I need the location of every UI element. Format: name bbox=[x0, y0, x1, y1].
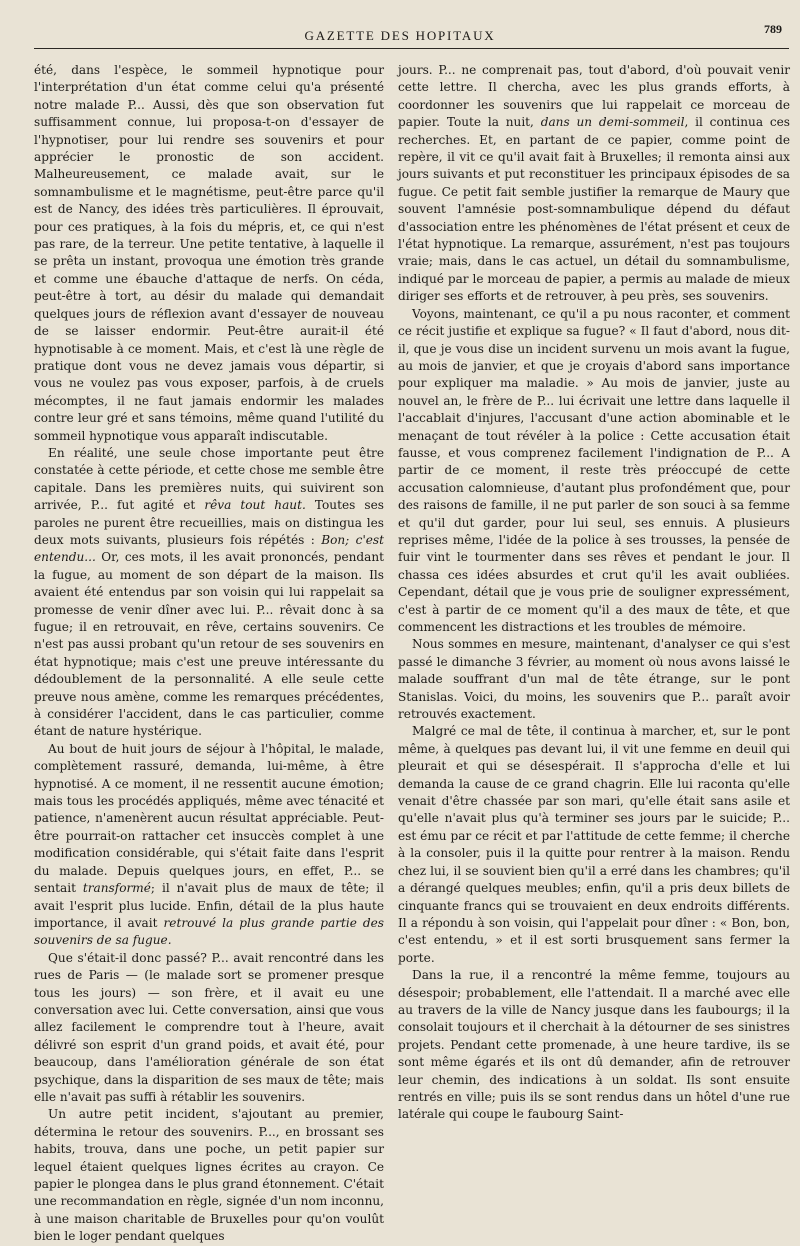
paragraph bbox=[34, 62, 384, 445]
text-run: Nous sommes en mesure, maintenant, d'analyser ce qui s'est passé le dimanche 3 février, au moment où nous avons laissé le malade souffrant d'un mal de tête étrange, sur le pont Stanislas. Voici, du moins, les souvenirs que P... paraît avoir retrouvés exactement. bbox=[398, 637, 790, 722]
italic-text: rêva tout haut. bbox=[204, 498, 306, 513]
running-title: GAZETTE DES HOPITAUX bbox=[304, 28, 496, 43]
italic-text: dans un demi-sommeil bbox=[540, 115, 685, 130]
paragraph bbox=[398, 306, 790, 637]
text-run: Voyons, maintenant, ce qu'il a pu nous raconter, et comment ce récit justifie et explique sa fugue? « Il faut d'abord, nous dit-il, que je vous dise un incident survenu un mois avant la fugue, au mois de janvier, et que je croyais d'abord sans importance pour expliquer ma maladie. » Au mois de janvier, juste au nouvel an, le frère de P... lui écrivait une lettre dans laquelle il l'accablait d'injures, l'accusant d'une action abominable et le menaçant de tout révéler à la police : Cette accusation était fausse, et vous comprenez facilement l'indignation de P... A partir de ce moment, il reste très préoccupé de cette accusation calomnieuse, d'autant plus profondément que, pour des raisons de famille, il ne put parler de son souci à sa femme et qu'il dut garder, pour lui seul, ses ennuis. A plusieurs reprises même, l'idée de la police à ses trousses, la pensée de fuir vint le tourmenter dans ses rêves et pendant le jour. Il chassa ces idées absurdes et crut qu'il les avait oubliées. Cependant, détail que je vous prie de souligner expressément, c'est à partir de ce moment qu'il a des maux de tête, et que commencent les distractions et les troubles de mémoire. bbox=[398, 306, 790, 634]
text-run: Au bout de huit jours de séjour à l'hôpital, le malade, complètement rassuré, demanda, lui-même, à être hypnotisé. A ce moment, il ne ressentit aucune émotion; mais tous les procédés appliqués, même avec ténacité et patience, n'amenèrent aucun résultat appréciable. Peut-être pourrait-on rattacher cet insuccès complet à une modification considérable, qui s'était faite dans l'esprit du malade. Depuis quelques jours, en effet, P... se sentait bbox=[34, 741, 384, 896]
text-run: Malgré ce mal de tête, il continua à marcher, et, sur le pont même, à quelques pas devant lui, il vit une femme en deuil qui pleurait et qui se désespérait. Il s'approcha d'elle et lui demanda la cause de ce grand chagrin. Elle lui raconta qu'elle venait d'être chassée par son mari, qu'elle était sans asile et qu'elle n'avait plus qu'à terminer ses jours par le suicide; P... est ému par ce récit et par l'attitude de cette femme; il cherche à la consoler, puis il la quitte pour rentrer à la maison. Rendu chez lui, il se souvient bien qu'il a erré dans les chambres; qu'il a dérangé quelques meubles; enfin, qu'il a pris deux billets de cinquante francs qui se trouvaient en deux endroits différents. Il a répondu à son voisin, qui l'appelait pour dîner : « Bon, bon, c'est entendu, » et il est sorti brusquement sans fermer la porte. bbox=[398, 724, 790, 965]
text-run: En réalité, une seule chose importante peut être constatée à cette période, et cette chose me semble être capitale. Dans les premières nuits, qui suivirent son arrivée, P... fut agité et bbox=[34, 445, 384, 513]
text-run: Or, ces mots, il les avait prononcés, pendant la fugue, au moment de son départ de la maison. Ils avaient été entendus par son voisin qui lui rappelait sa promesse de venir dîner avec lui. P... rêvait donc à sa fugue; il en retrouvait, en rêve, certains souvenirs. Ce n'est pas aussi probant qu'un retour de ses souvenirs en état hypnotique; mais c'est une preuve intéressante du dédoublement de la personnalité. A elle seule cette preuve nous amène, comme les remarques précédentes, à considérer l'accident, dans le cas particulier, comme étant de nature hystérique. bbox=[34, 550, 384, 739]
paragraph bbox=[34, 445, 384, 741]
text-run: été, dans l'espèce, le sommeil hypnotique pour l'interprétation d'un état comme celui qu'a présenté notre malade P... Aussi, dès que son observation fut suffisamment connue, lui proposa-t-on d'essayer de l'hypnotiser, pour lui rendre ses souvenirs et pour apprécier le pronostic de son accident. Malheureusement, ce malade avait, sur le somnambulisme et le magnétisme, peut-être parce qu'il est de Nancy, des idées très particulières. Il éprouvait, pour ces pratiques, à la fois du mépris, et, ce qui n'est pas rare, de la terreur. Une petite tentative, à laquelle il se prêta un instant, provoqua une émotion très grande et comme une ébauche d'attaque de nerfs. On céda, peut-être à tort, au désir du malade qui demandait quelques jours de réflexion avant d'essayer de nouveau de se laisser endormir. Peut-être aurait-il été hypnotisable à ce moment. Mais, et c'est là une règle de pratique dont vous ne devez jamais vous départir, si vous ne voulez pas vous exposer, parfois, à de cruels mécomptes, il ne faut jamais endormir les malades contre leur gré et sans témoins, même quand l'utilité du sommeil hypnotique vous apparaît indiscutable. bbox=[34, 63, 384, 443]
paragraph bbox=[398, 723, 790, 967]
text-run: jours. P... ne comprenait pas, tout d'abord, d'où pouvait venir cette lettre. Il chercha, avec les plus grands efforts, à coordonner les souvenirs que lui rappelait ce morceau de papier. Toute la nuit, bbox=[398, 63, 790, 130]
italic-text: transformé bbox=[82, 881, 151, 896]
text-run: ; il n'avait plus de maux de tête; il avait l'esprit plus lucide. Enfin, détail de la plus haute importance, il avait bbox=[34, 881, 384, 930]
text-run: Toutes ses paroles ne purent être recueillies, mais on distingua les deux mots suivants, plusieurs fois répétés : bbox=[34, 498, 384, 547]
text-run: Dans la rue, il a rencontré la même femme, toujours au désespoir; probablement, elle l'attendait. Il a marché avec elle au travers de la ville de Nancy jusque dans les faubourgs; il la consolait toujours et il cherchait à la détourner de ses sinistres projets. Pendant cette promenade, à une heure tardive, ils se sont même égarés et ils ont dû demander, afin de retrouver leur chemin, des indications à un soldat. Ils sont ensuite rentrés en ville; puis ils se sont rendus dans un hôtel d'une rue latérale qui coupe le faubourg Saint- bbox=[398, 968, 790, 1122]
text-run: Un autre petit incident, s'ajoutant au premier, détermina le retour des souvenirs. P..., en brossant ses habits, trouva, dans une poche, un petit papier sur lequel étaient quelques lignes écrites au crayon. Ce papier le plongea dans le plus grand étonnement. C'était une recommandation en règle, signée d'un nom inconnu, à une maison charitable de Bruxelles pour qu'on voulût bien le loger pendant quelques bbox=[34, 1107, 384, 1244]
paragraph bbox=[34, 1106, 384, 1245]
left-column bbox=[34, 62, 385, 1244]
paragraph bbox=[398, 967, 790, 1124]
paragraph bbox=[34, 741, 384, 950]
page-number: 789 bbox=[764, 22, 782, 36]
page-header bbox=[0, 22, 800, 46]
paragraph bbox=[398, 636, 790, 723]
italic-text: retrouvé la plus grande partie des souvenirs de sa fugue. bbox=[34, 915, 385, 948]
paragraph bbox=[34, 950, 384, 1107]
italic-text: Bon; c'est entendu... bbox=[34, 532, 384, 565]
header-rule bbox=[34, 48, 789, 49]
text-run: , il continua ces recherches. Et, en partant de ce papier, comme point de repère, il vit ce qu'il avait fait à Bruxelles; il remonta ainsi aux jours suivants et put reconstituer les principaux épisodes de sa fugue. Ce petit fait semble justifier la remarque de Maury que souvent l'amnésie post-somnambulique dépend du défaut d'association entre les phénomènes de l'état présent et ceux de l'état hypnotique. La remarque, assurément, n'est pas toujours vraie; mais, dans le cas actuel, un détail du somnambulisme, indiqué par le morceau de papier, a permis au malade de mieux diriger ses efforts et de retrouver, à peu près, ses souvenirs. bbox=[398, 115, 790, 304]
paragraph bbox=[398, 62, 790, 306]
text-run: Que s'était-il donc passé? P... avait rencontré dans les rues de Paris — (le malade sort se promener presque tous les jours) — son frère, et il avait eu une conversation avec lui. Cette conversation, ainsi que vous allez facilement le comprendre tout à l'heure, avait délivré son esprit d'un grand poids, et avait été, pour beaucoup, dans l'amélioration générale de son état psychique, dans la disparition de ses maux de tête; mais elle n'avait pas suffi à rétablir les souvenirs. bbox=[34, 950, 384, 1104]
right-column bbox=[398, 62, 790, 1142]
